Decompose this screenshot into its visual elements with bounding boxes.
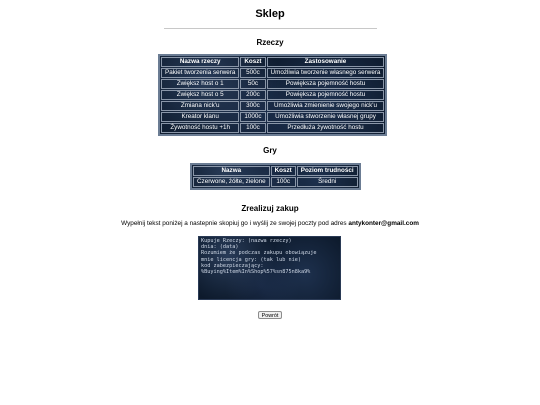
table-row bbox=[193, 177, 358, 187]
table-row bbox=[161, 90, 384, 100]
items-heading: Rzeczy bbox=[256, 38, 284, 47]
games-table-header bbox=[193, 166, 358, 176]
items-col-cost: Koszt bbox=[240, 57, 265, 67]
items-col-name: Nazwa rzeczy bbox=[161, 57, 239, 67]
order-line: dnia: (data) bbox=[201, 244, 239, 251]
item-cost: 50c bbox=[240, 79, 265, 89]
order-heading: Zrealizuj zakup bbox=[241, 204, 299, 213]
item-usage: Umożliwia stworzenie własnej grupy bbox=[267, 112, 385, 122]
item-cost: 200c bbox=[240, 90, 265, 100]
items-table-header bbox=[161, 57, 384, 67]
title-divider bbox=[164, 28, 377, 29]
item-name: Zwiększ host o 5 bbox=[161, 90, 239, 100]
item-cost: 500c bbox=[240, 68, 265, 78]
order-line: %Buying%Item%In%Shop%57%sn875n8ka9% bbox=[201, 269, 311, 276]
item-name: Zmiana nick'u bbox=[161, 101, 239, 111]
order-instructions bbox=[0, 220, 540, 227]
item-usage: Przedłuża żywotność hostu bbox=[267, 123, 385, 133]
order-line: Rozumiem że podczas zakupu obowiązuje bbox=[201, 250, 317, 257]
table-row bbox=[161, 112, 384, 122]
page-title: Sklep bbox=[255, 8, 285, 20]
item-cost: 100c bbox=[240, 123, 265, 133]
items-col-usage: Zastosowanie bbox=[267, 57, 385, 67]
game-difficulty: Średni bbox=[297, 177, 358, 187]
games-col-difficulty: Poziom trudności bbox=[297, 166, 358, 176]
item-cost: 1000c bbox=[240, 112, 265, 122]
table-row bbox=[161, 79, 384, 89]
order-line: Kupuje Rzeczy: (nazwa rzeczy) bbox=[201, 238, 292, 244]
item-name: Pakiet tworzenia serwera bbox=[161, 68, 239, 78]
item-name: Kreator klanu bbox=[161, 112, 239, 122]
items-table bbox=[158, 54, 387, 136]
back-button[interactable]: Powrót bbox=[258, 311, 282, 319]
order-line: kod zabezpieczający: bbox=[201, 262, 264, 269]
games-col-cost: Koszt bbox=[271, 166, 296, 176]
instructions-text: Wypełnij tekst poniżej a nastepnie skopiuj go i wyślij ze swojej poczty pod adres bbox=[121, 220, 347, 227]
order-template-textarea[interactable] bbox=[198, 236, 341, 300]
game-name: Czerwone, żółte, zielone bbox=[193, 177, 270, 187]
table-row bbox=[161, 101, 384, 111]
item-usage: Powiększa pojemność hostu bbox=[267, 79, 385, 89]
games-table bbox=[190, 163, 361, 190]
games-heading: Gry bbox=[263, 146, 277, 155]
contact-email[interactable]: antykonter@gmail.com bbox=[348, 220, 419, 227]
item-usage: Powiększa pojemność hostu bbox=[267, 90, 385, 100]
item-cost: 300c bbox=[240, 101, 265, 111]
item-usage: Umożliwia tworzenie własnego serwera bbox=[267, 68, 385, 78]
item-name: Żywotność hostu +1h bbox=[161, 123, 239, 133]
table-row bbox=[161, 68, 384, 78]
game-cost: 100c bbox=[271, 177, 296, 187]
games-col-name: Nazwa bbox=[193, 166, 270, 176]
item-usage: Umożliwia zmienienie swojego nick'u bbox=[267, 101, 385, 111]
item-name: Zwiększ host o 1 bbox=[161, 79, 239, 89]
table-row bbox=[161, 123, 384, 133]
order-line: mnie licencja gry: (tak lub nie) bbox=[201, 256, 301, 263]
